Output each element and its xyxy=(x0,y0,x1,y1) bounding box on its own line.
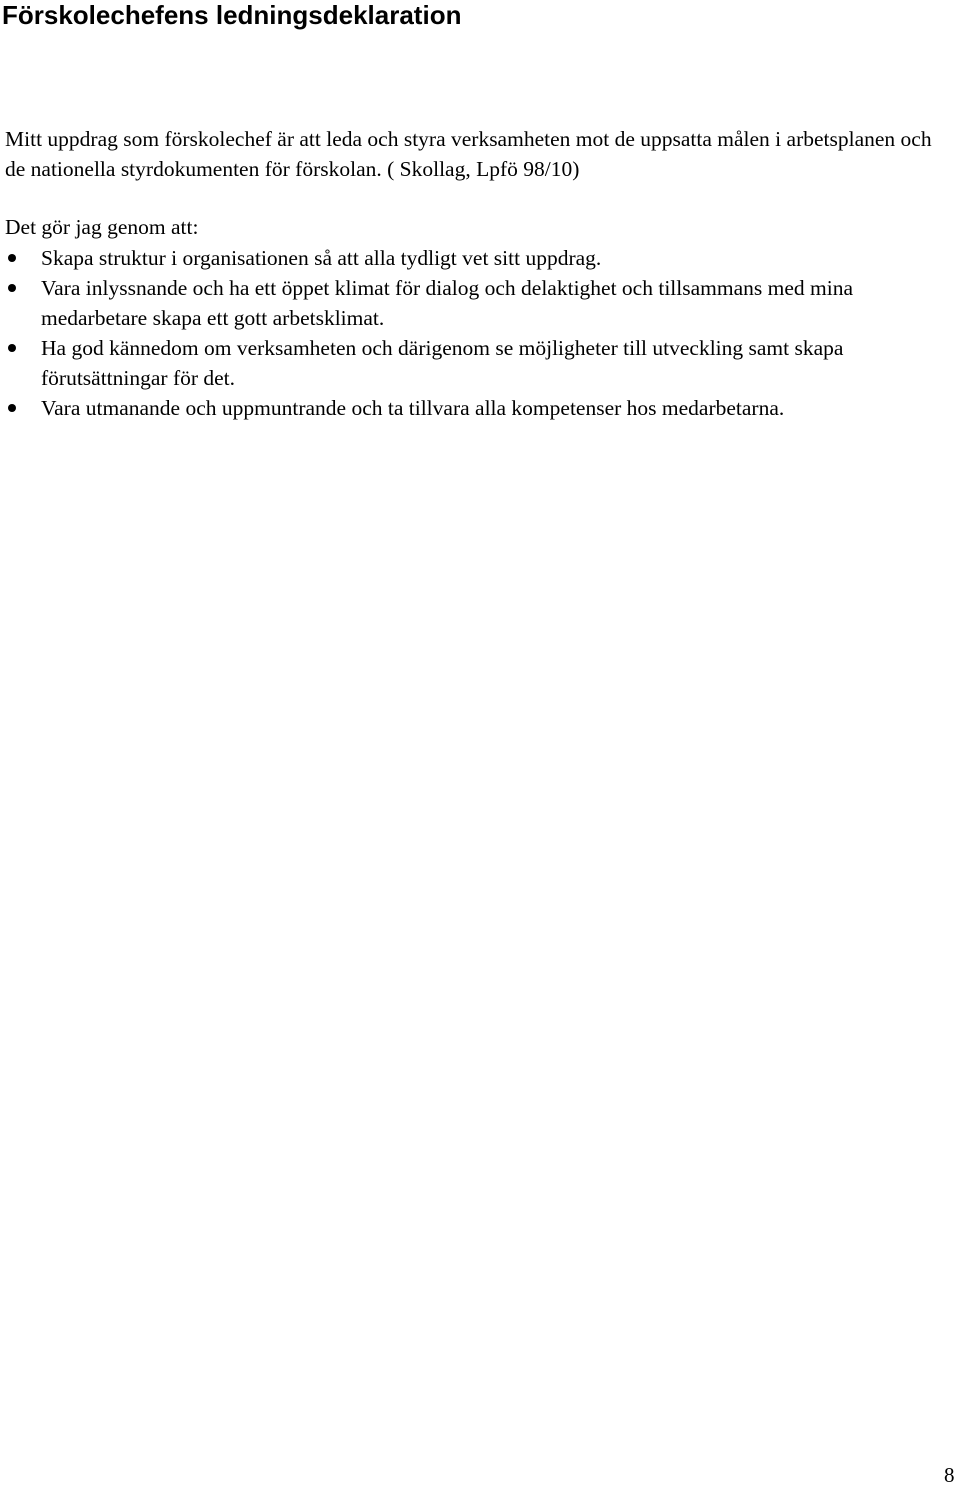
list-item xyxy=(5,243,950,273)
list-item xyxy=(5,393,950,423)
list-item-text: Ha god kännedom om verksamheten och därigenom se möjligheter till utveckling samt skapa förutsättningar för det. xyxy=(41,336,844,390)
bullet-icon xyxy=(8,254,16,262)
list-item xyxy=(5,333,950,393)
bullet-icon xyxy=(8,344,16,352)
page-title: Förskolechefens ledningsdeklaration xyxy=(2,0,462,30)
list-item-text: Skapa struktur i organisationen så att alla tydligt vet sitt uppdrag. xyxy=(41,246,602,270)
intro-paragraph: Mitt uppdrag som förskolechef är att leda och styra verksamheten mot de uppsatta målen i arbetsplanen och de nationella styrdokumenten för förskolan. ( Skollag, Lpfö 98/10) xyxy=(5,127,932,181)
list-item xyxy=(5,273,950,333)
page-number: 8 xyxy=(944,1463,955,1487)
list-lead-text: Det gör jag genom att: xyxy=(5,215,199,239)
list-item-text: Vara utmanande och uppmuntrande och ta tillvara alla kompetenser hos medarbetarna. xyxy=(41,396,785,420)
list-item-text: Vara inlyssnande och ha ett öppet klimat för dialog och delaktighet och tillsammans med mina medarbetare skapa ett gott arbetsklimat. xyxy=(41,276,854,330)
bullet-icon xyxy=(8,284,16,292)
bullet-icon xyxy=(8,404,16,412)
bullet-list xyxy=(5,243,950,423)
